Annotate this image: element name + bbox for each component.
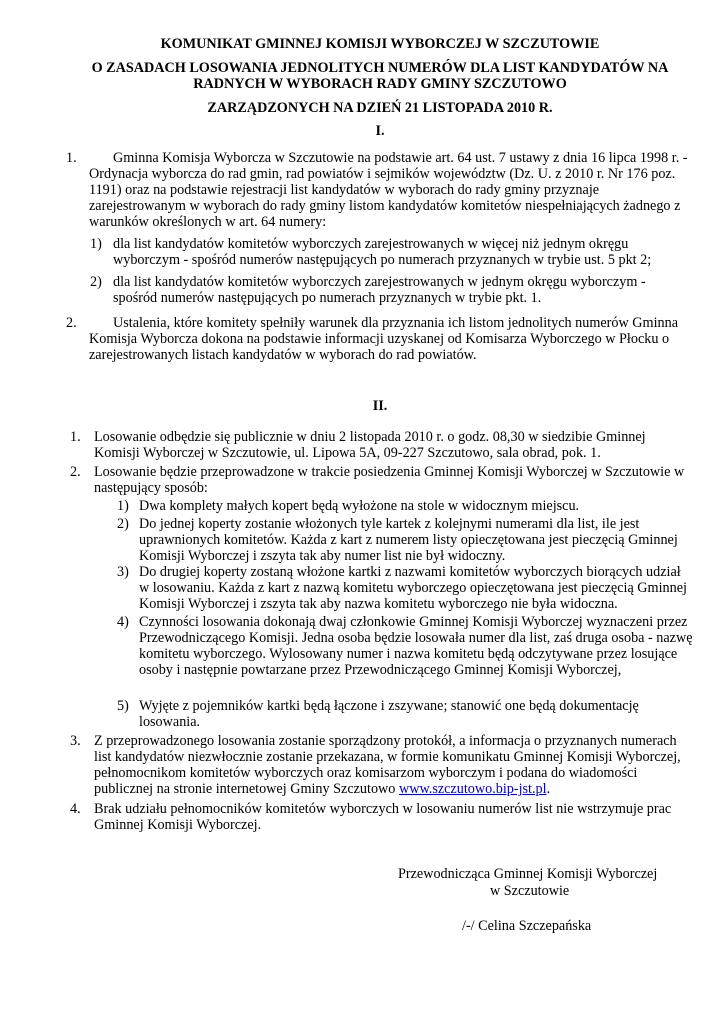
signature-place: w Szczutowie <box>490 883 570 899</box>
para-1-number: 1. <box>66 150 77 166</box>
item-1-number: 1. <box>70 429 81 445</box>
website-link[interactable]: www.szczutowo.bip-jst.pl <box>398 781 547 797</box>
step-5-text: Wyjęte z pojemników kartki będą łączone i zszywane; stanowić one będą dokumentację losowania. <box>139 698 639 730</box>
header-line-3: ZARZĄDZONYCH NA DZIEŃ 21 LISTOPADA 2010 R. <box>207 100 553 116</box>
item-2-number: 2. <box>70 464 81 480</box>
step-2-number: 2) <box>117 516 129 532</box>
item-3-body: Z przeprowadzonego losowania zostanie sporządzony protokół, a informacja o przyznanych numerach list kandydatów niezwłocznie zostanie przekazana, w formie komunikatu Gminnej Komisji Wyborczej, pełnomocnikom komitetów wyborczych oraz komisarzom wyborczym i podana do wiadomości publicznej na stronie internetowej Gminy Szczutowo <box>94 733 681 797</box>
sub-2-text: dla list kandydatów komitetów wyborczych zarejestrowanych w jednym okręgu wyborczym - spośród numerów następujących po numerach przyznanych w trybie pkt. 1. <box>113 274 646 306</box>
item-2-text: Losowanie będzie przeprowadzone w trakcie posiedzenia Gminnej Komisji Wyborczej w Szczutowie w następujący sposób: <box>94 464 685 496</box>
sub-2-number: 2) <box>90 274 102 290</box>
step-3-text: Do drugiej koperty zostaną włożone kartki z nazwami komitetów wyborczych biorących udział w losowaniu. Każda z kart z nazwą komitetu wyborczego opieczętowana jest pieczęcią Gminnej Komisji Wyborczej i zszyta tak aby nazwa komitetu wyborczego nie była widoczna. <box>139 564 687 612</box>
item-3-number: 3. <box>70 733 81 749</box>
step-2-text: Do jednej koperty zostanie włożonych tyle kartek z kolejnymi numerami dla list, ile jest uprawnionych komitetów. Każda z kart z numerem listy opieczętowana jest pieczęcią Gminnej Komisji Wyborczej i zszyta tak aby numer list nie był widoczny. <box>139 516 678 564</box>
section-2-title: II. <box>372 398 388 414</box>
para-2-number: 2. <box>66 315 77 331</box>
step-5-number: 5) <box>117 698 129 714</box>
step-4-number: 4) <box>117 614 129 630</box>
item-3-text <box>94 733 694 797</box>
step-1-number: 1) <box>117 498 129 514</box>
item-3-end: . <box>546 781 551 797</box>
item-4-number: 4. <box>70 801 81 817</box>
item-1-text: Losowanie odbędzie się publicznie w dniu 2 listopada 2010 r. o godz. 08,30 w siedzibie Gminnej Komisji Wyborczej w Szczutowie, ul. Lipowa 5A, 09-227 Szczutowo, sala obrad, pok. 1. <box>94 429 646 461</box>
item-4-text: Brak udziału pełnomocników komitetów wyborczych w losowaniu numerów list nie wstrzymuje prac Gminnej Komisji Wyborczej. <box>94 801 672 833</box>
para-2-text: Ustalenia, które komitety spełniły warunek dla przyznania ich listom jednolitych numerów Gminna Komisja Wyborcza dokona na podstawie informacji uzyskanej od Komisarza Wyborczego w Płocku o zarejestrowanych listach kandydatów w wyborach do rad powiatów. <box>89 315 678 363</box>
step-3-number: 3) <box>117 564 129 580</box>
sub-1-number: 1) <box>90 236 102 252</box>
section-1-title: I. <box>375 123 385 139</box>
header-line-2: O ZASADACH LOSOWANIA JEDNOLITYCH NUMERÓW DLA LIST KANDYDATÓW NA RADNYCH W WYBORACH RADY GMINY SZCZUTOWO <box>91 60 669 92</box>
sub-1-text: dla list kandydatów komitetów wyborczych zarejestrowanych w więcej niż jednym okręgu wyborczym - spośród numerów następujących po numerach przyznanych w trybie ust. 5 pkt 2; <box>113 236 652 268</box>
step-4-text: Czynności losowania dokonają dwaj członkowie Gminnej Komisji Wyborczej wyznaczeni przez Przewodniczącego Komisji. Jedna osoba będzie losowała numer dla list, zaś druga osoba - nazwę komitetu wyborczego. Wylosowany numer i nazwa komitetu będą odczytywane przez losujące osoby i następnie powtarzane przez Przewodniczącego Gminnej Komisji Wyborczej, <box>139 614 693 678</box>
step-1-text: Dwa komplety małych kopert będą wyłożone na stole w widocznym miejscu. <box>139 498 580 514</box>
signature-title: Przewodnicząca Gminnej Komisji Wyborczej <box>398 866 658 882</box>
signature-name: /-/ Celina Szczepańska <box>462 918 592 934</box>
header-line-1: KOMUNIKAT GMINNEJ KOMISJI WYBORCZEJ W SZCZUTOWIE <box>160 36 600 52</box>
para-1-text: Gminna Komisja Wyborcza w Szczutowie na podstawie art. 64 ust. 7 ustawy z dnia 16 lipca 1998 r. - Ordynacja wyborcza do rad gmin, rad powiatów i sejmików województw (Dz. U. z 2010 r. Nr 176 poz. 1191) oraz na podstawie rejestracji list kandydatów w wyborach do rady gminy przyznaje zarejestrowanym w wyborach do rady gminy listom kandydatów komitetów niespełniających żadnego z warunków określonych w art. 64 numery: <box>89 150 688 230</box>
